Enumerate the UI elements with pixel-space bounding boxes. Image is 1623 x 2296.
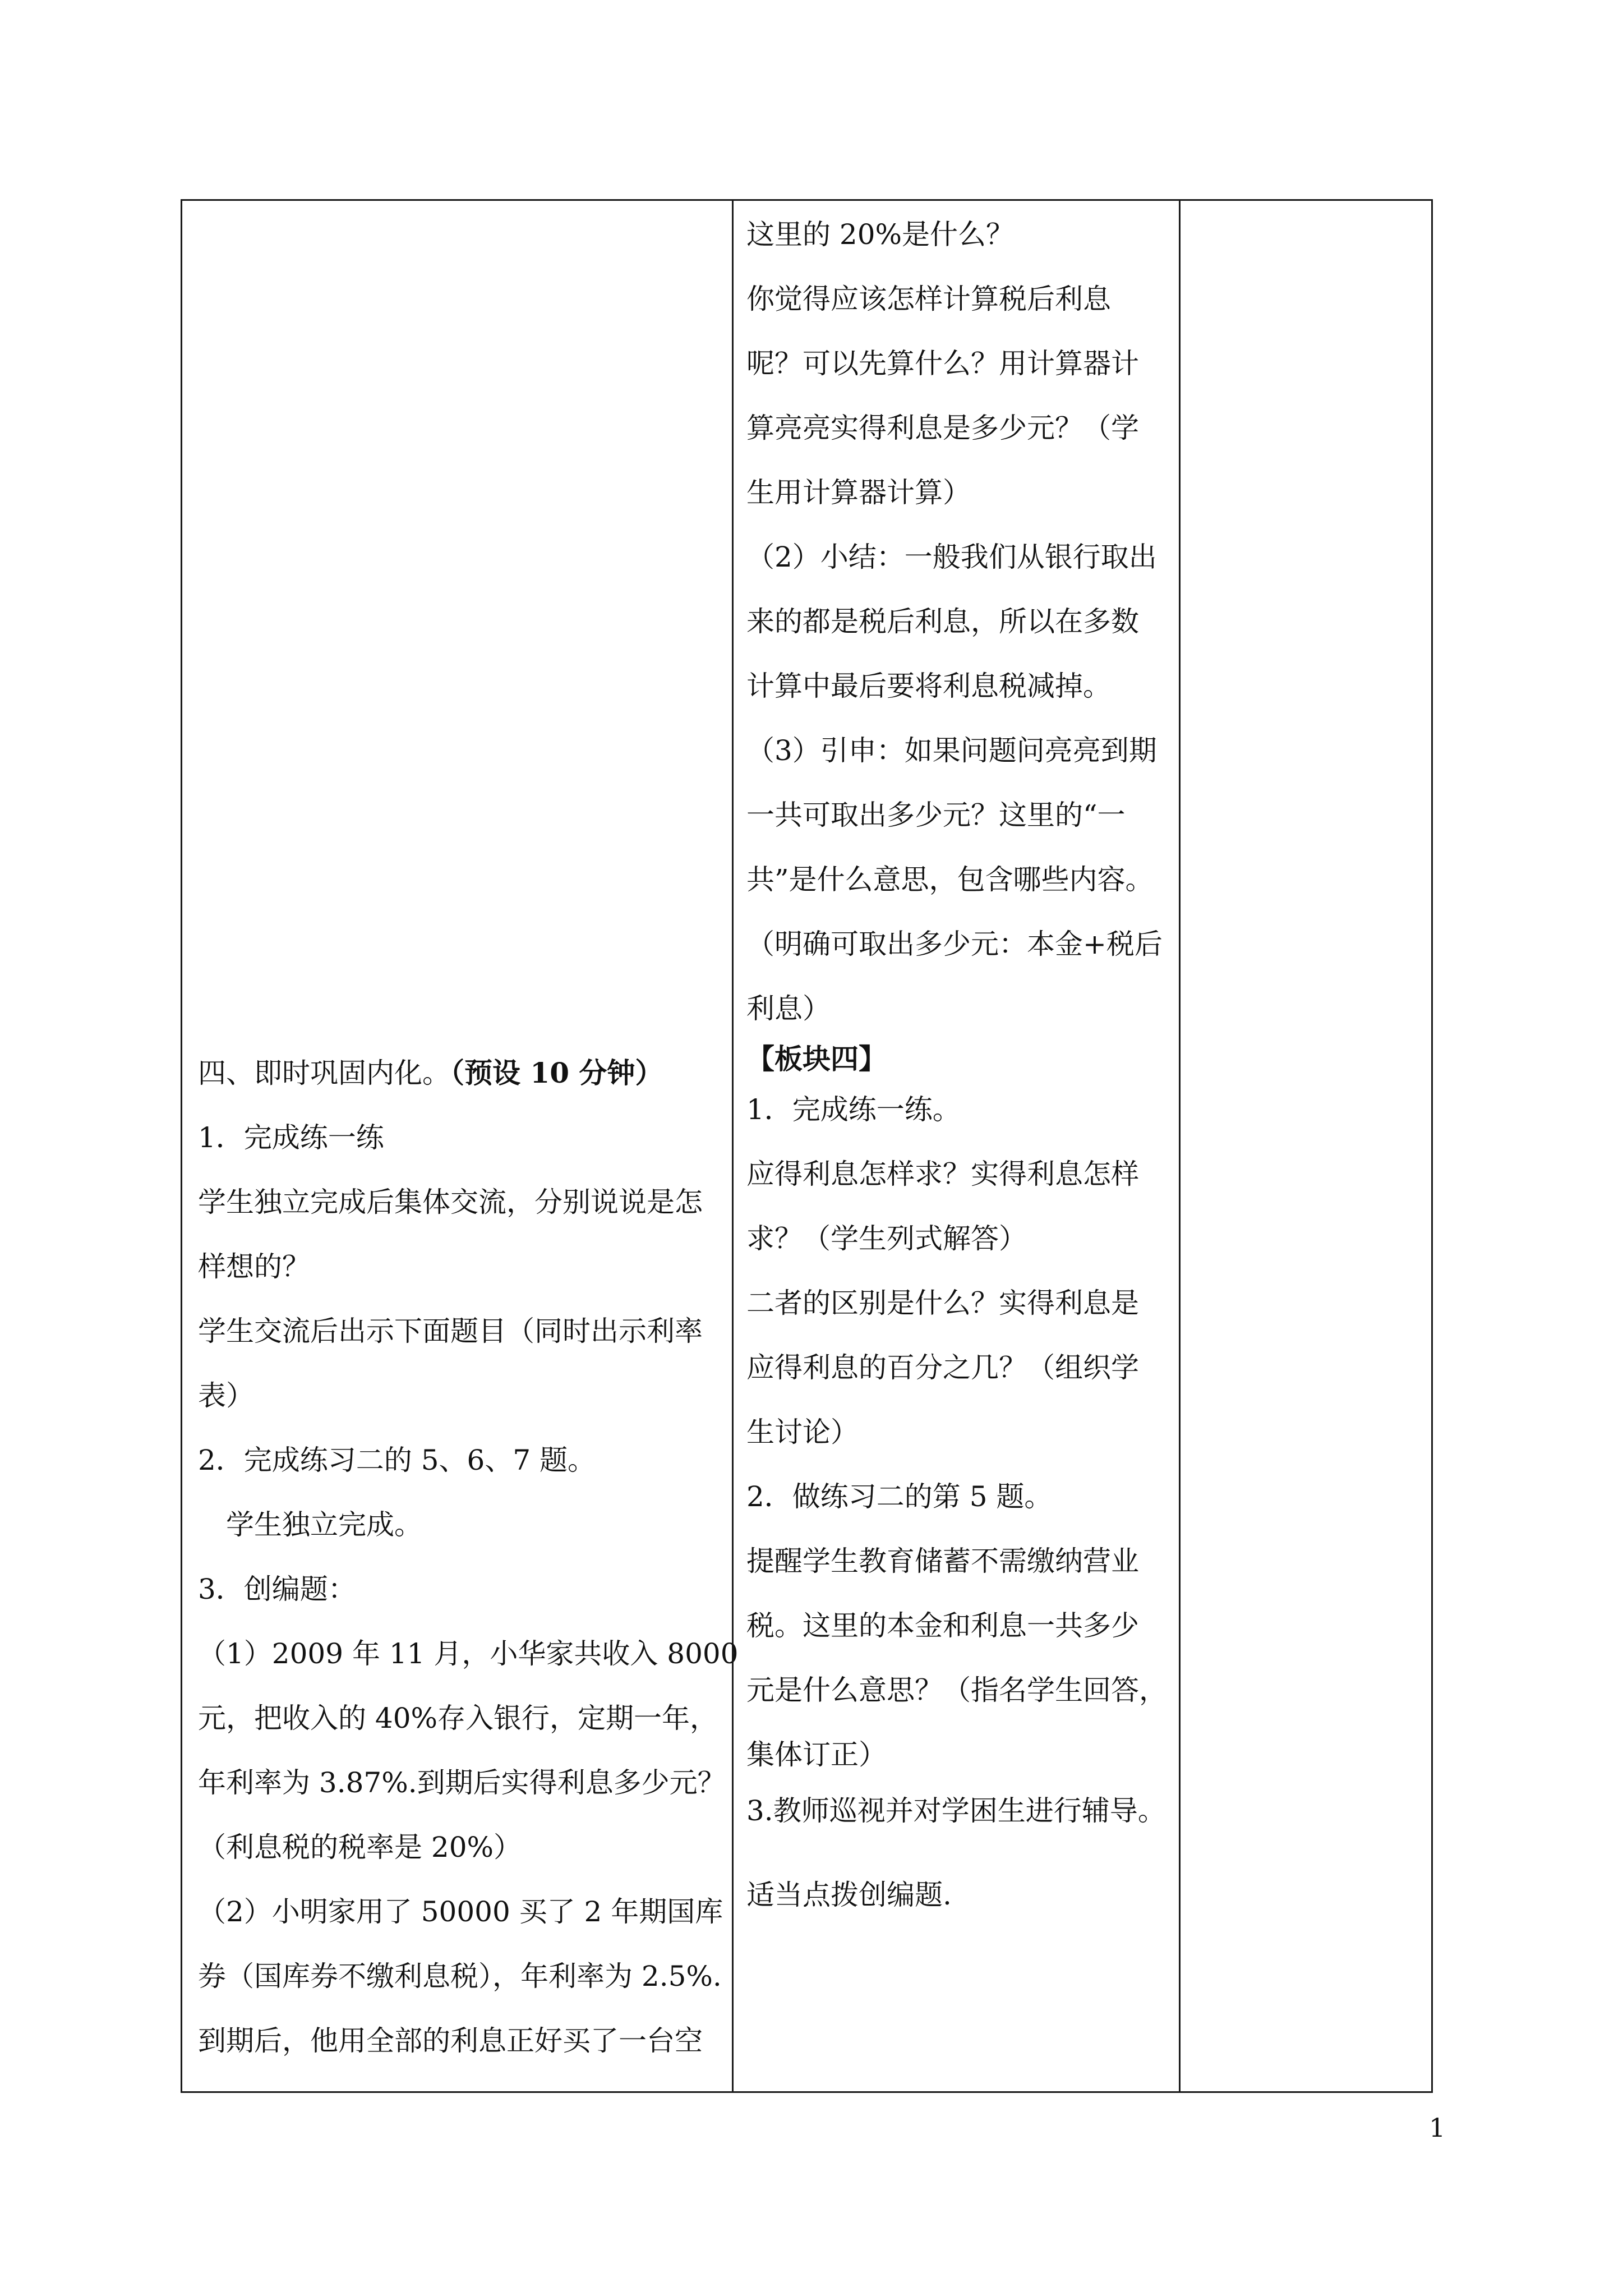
section-label: 【板块四】 [746, 1042, 887, 1075]
text-line: （利息税的税率是 20%） [198, 1831, 522, 1864]
text-line: 这里的 20%是什么？ [746, 218, 1015, 251]
text-line: 计算中最后要将利息税减掉。 [746, 670, 1111, 702]
text-line: 求？（学生列式解答） [746, 1222, 1027, 1255]
text-line: 你觉得应该怎样计算税后利息 [746, 283, 1111, 315]
text-line: 样想的？ [198, 1250, 310, 1283]
lesson-table [181, 199, 1433, 2093]
text-line: 学生独立完成。 [198, 1508, 422, 1541]
text-line: 2．完成练习二的 5、6、7 题。 [198, 1444, 596, 1476]
text-line: （2）小明家用了 50000 买了 2 年期国库 [198, 1895, 723, 1928]
time-note: （预设 10 分钟） [450, 1056, 663, 1089]
text-line: 表） [198, 1379, 254, 1412]
text-line: 税。这里的本金和利息一共多少 [746, 1609, 1139, 1642]
text-line: 学生交流后出示下面题目（同时出示利率 [198, 1315, 703, 1347]
text-line: 3.教师巡视并对学困生进行辅导。 [746, 1795, 1166, 1827]
text-line: 提醒学生教育储蓄不需缴纳营业 [746, 1545, 1139, 1577]
text-line: 元是什么意思？（指名学生回答， [746, 1674, 1167, 1706]
text-line: 2．做练习二的第 5 题。 [746, 1480, 1053, 1513]
text-line: 利息） [746, 992, 831, 1025]
column-divider [732, 201, 734, 2091]
text-line: 券（国库券不缴利息税），年利率为 2.5%. [198, 1960, 722, 1993]
text-line: （3）引申：如果问题问亮亮到期 [746, 734, 1157, 767]
text-line: 共”是什么意思，包含哪些内容。 [746, 863, 1154, 896]
column-divider [1179, 201, 1181, 2091]
text-line: （1）2009 年 11 月，小华家共收入 8000 [198, 1637, 739, 1670]
text-line: 集体订正） [746, 1738, 887, 1771]
text-line: （2）小结：一般我们从银行取出 [746, 541, 1157, 573]
text-line: 呢？可以先算什么？用计算器计 [746, 347, 1139, 380]
section-heading [198, 1056, 663, 1090]
text-line: 二者的区别是什么？实得利息是 [746, 1287, 1139, 1319]
section-heading-text: 四、即时巩固内化。 [198, 1057, 450, 1089]
text-line: 算亮亮实得利息是多少元？（学 [746, 412, 1139, 444]
text-line: 生讨论） [746, 1416, 859, 1448]
text-line: 1．完成练一练 [198, 1121, 384, 1154]
text-line: （明确可取出多少元：本金+税后 [746, 928, 1163, 960]
text-line: 一共可取出多少元？这里的“一 [746, 799, 1126, 831]
text-line: 到期后，他用全部的利息正好买了一台空 [198, 2024, 703, 2057]
text-line: 来的都是税后利息，所以在多数 [746, 605, 1139, 638]
text-line: 生用计算器计算） [746, 476, 971, 509]
text-line: 应得利息怎样求？实得利息怎样 [746, 1158, 1139, 1190]
text-line: 适当点拨创编题. [746, 1879, 952, 1911]
text-line: 年利率为 3.87%.到期后实得利息多少元？ [198, 1766, 726, 1799]
page-number: 1 [1429, 2113, 1446, 2143]
text-line: 1．完成练一练。 [746, 1093, 961, 1126]
text-line: 应得利息的百分之几？（组织学 [746, 1351, 1139, 1384]
text-line: 元，把收入的 40%存入银行，定期一年， [198, 1702, 718, 1734]
text-line: 学生独立完成后集体交流，分别说说是怎 [198, 1186, 703, 1218]
text-line: 3．创编题： [198, 1573, 356, 1605]
